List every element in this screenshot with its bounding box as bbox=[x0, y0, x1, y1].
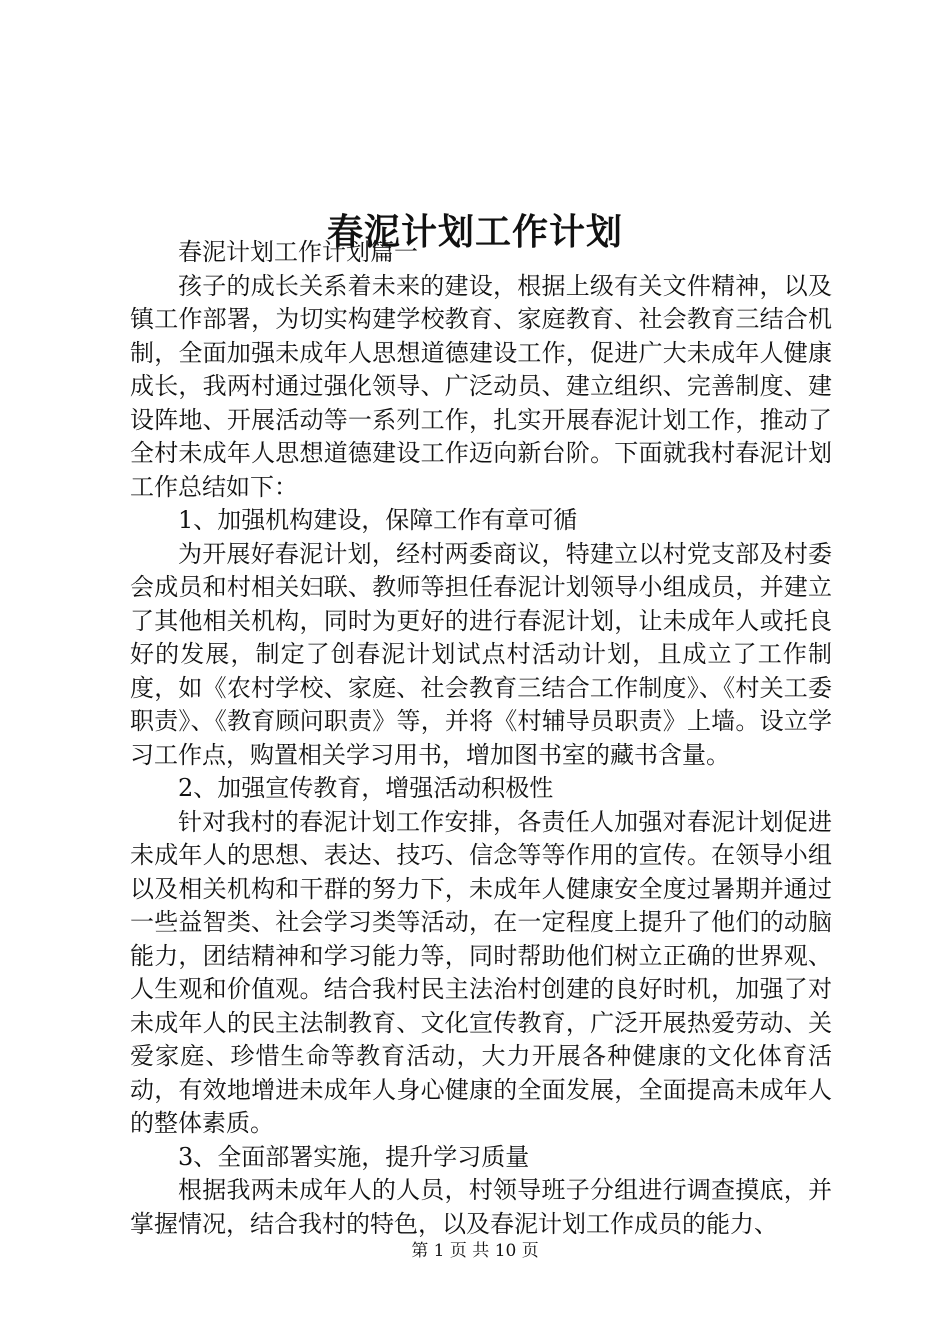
document-body bbox=[130, 236, 832, 1241]
document-title: 春泥计划工作计划 bbox=[326, 211, 623, 254]
section-subtitle: 春泥计划工作计划篇一 bbox=[178, 238, 418, 266]
body-paragraph: 针对我村的春泥计划工作安排，各责任人加强对春泥计划促进未成年人的思想、表达、技巧、信念等等作用的宣传。在领导小组以及相关机构和干群的努力下，未成年人健康安全度过暑期并通过一些益智类、社会学习类等活动，在一定程度上提升了他们的动脑能力，团结精神和学习能力等，同时帮助他们树立正确的世界观、人生观和价值观。结合我村民主法治村创建的良好时机，加强了对未成年人的民主法制教育、文化宣传教育，广泛开展热爱劳动、关爱家庭、珍惜生命等教育活动，大力开展各种健康的文化体育活动，有效地增进未成年人身心健康的全面发展，全面提高未成年人的整体素质。 bbox=[130, 807, 832, 1137]
section-heading: 2、加强宣传教育，增强活动积极性 bbox=[178, 774, 554, 802]
body-paragraph: 孩子的成长关系着未来的建设，根据上级有关文件精神，以及镇工作部署，为切实构建学校教育、家庭教育、社会教育三结合机制，全面加强未成年人思想道德建设工作，促进广大未成年人健康成长，我两村通过强化领导、广泛动员、建立组织、完善制度、建设阵地、开展活动等一系列工作，扎实开展春泥计划工作，推动了全村未成年人思想道德建设工作迈向新台阶。下面就我村春泥计划工作总结如下： bbox=[130, 271, 832, 501]
section-heading: 1、加强机构建设，保障工作有章可循 bbox=[178, 506, 578, 534]
page-number-footer: 第 1 页 共 10 页 bbox=[411, 1241, 539, 1261]
section-heading: 3、全面部署实施，提升学习质量 bbox=[178, 1142, 530, 1171]
body-paragraph: 为开展好春泥计划，经村两委商议，特建立以村党支部及村委会成员和村相关妇联、教师等担任春泥计划领导小组成员，并建立了其他相关机构，同时为更好的进行春泥计划，让未成年人或托良好的发展，制定了创春泥计划试点村活动计划，且成立了工作制度，如《农村学校、家庭、社会教育三结合工作制度》、《村关工委职责》、《教育顾问职责》等，并将《村辅导员职责》上墙。设立学习工作点，购置相关学习用书，增加图书室的藏书含量。 bbox=[130, 539, 832, 769]
body-paragraph: 根据我两未成年人的人员，村领导班子分组进行调查摸底，并掌握情况，结合我村的特色，以及春泥计划工作成员的能力、 bbox=[130, 1176, 832, 1238]
